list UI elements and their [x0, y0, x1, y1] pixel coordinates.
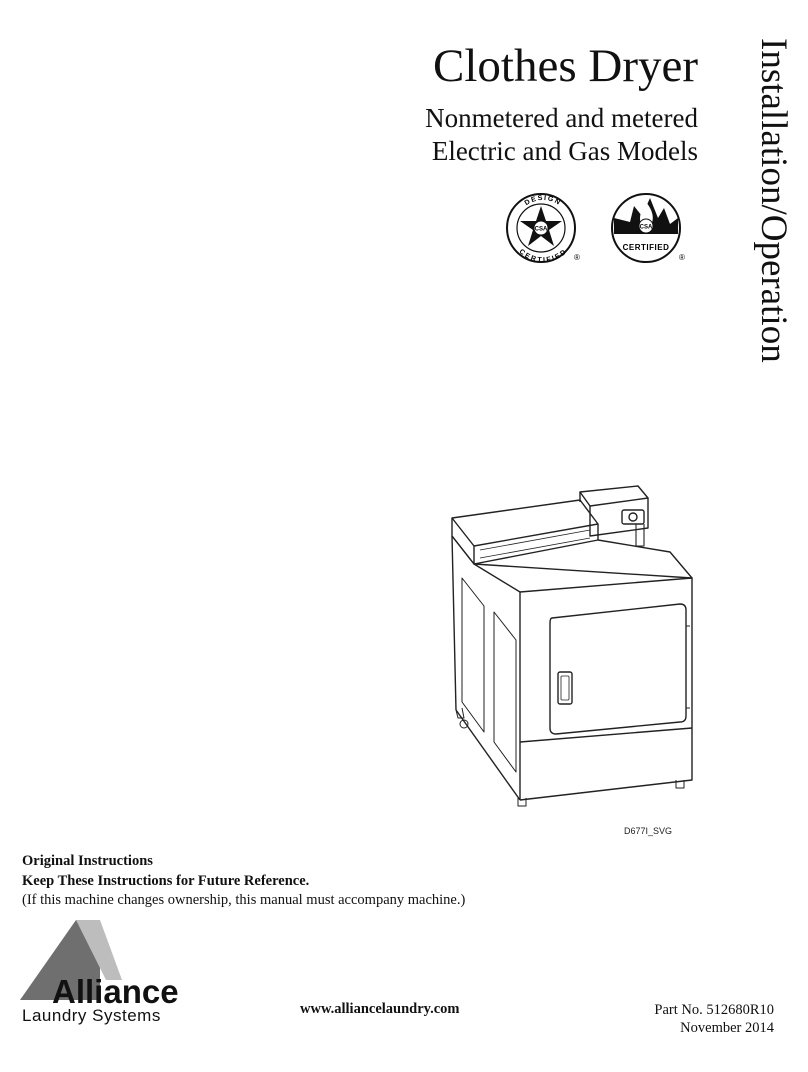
- part-number: Part No. 512680R10: [654, 1002, 774, 1018]
- design-seal-registered: ®: [574, 253, 580, 262]
- gas-seal-center-mark: CSA: [639, 224, 653, 231]
- subtitle-line-2: Electric and Gas Models: [431, 136, 698, 166]
- design-certified-seal-icon: [503, 188, 583, 268]
- gas-seal-bottom-text: CERTIFIED: [622, 243, 670, 252]
- publication-date: November 2014: [680, 1020, 774, 1036]
- design-seal-center-mark: CSA: [534, 226, 548, 233]
- vertical-section-label: Installation/Operation: [753, 38, 794, 363]
- keep-instructions-heading: Keep These Instructions for Future Reference.: [22, 872, 310, 889]
- ownership-note: (If this machine changes ownership, this manual must accompany machine.): [22, 892, 466, 908]
- brand-name: Alliance: [52, 973, 179, 1010]
- original-instructions-heading: Original Instructions: [22, 853, 153, 869]
- document-title: Clothes Dryer: [433, 40, 698, 92]
- design-seal-top-text: DESIGN: [523, 194, 563, 208]
- document-subtitle: [425, 102, 698, 168]
- subtitle-line-1: Nonmetered and metered: [425, 103, 698, 133]
- part-info: [654, 1001, 774, 1037]
- brand-subtitle: Laundry Systems: [22, 1006, 161, 1025]
- figure-reference: D677I_SVG: [624, 826, 673, 836]
- website-link[interactable]: www.alliancelaundry.com: [300, 1001, 460, 1017]
- dryer-illustration: [440, 480, 710, 825]
- instructions-block: [22, 852, 465, 911]
- gas-certified-seal-icon: [608, 188, 688, 268]
- design-seal-bottom-text: CERTIFIED: [517, 248, 569, 265]
- gas-seal-registered: ®: [679, 253, 685, 262]
